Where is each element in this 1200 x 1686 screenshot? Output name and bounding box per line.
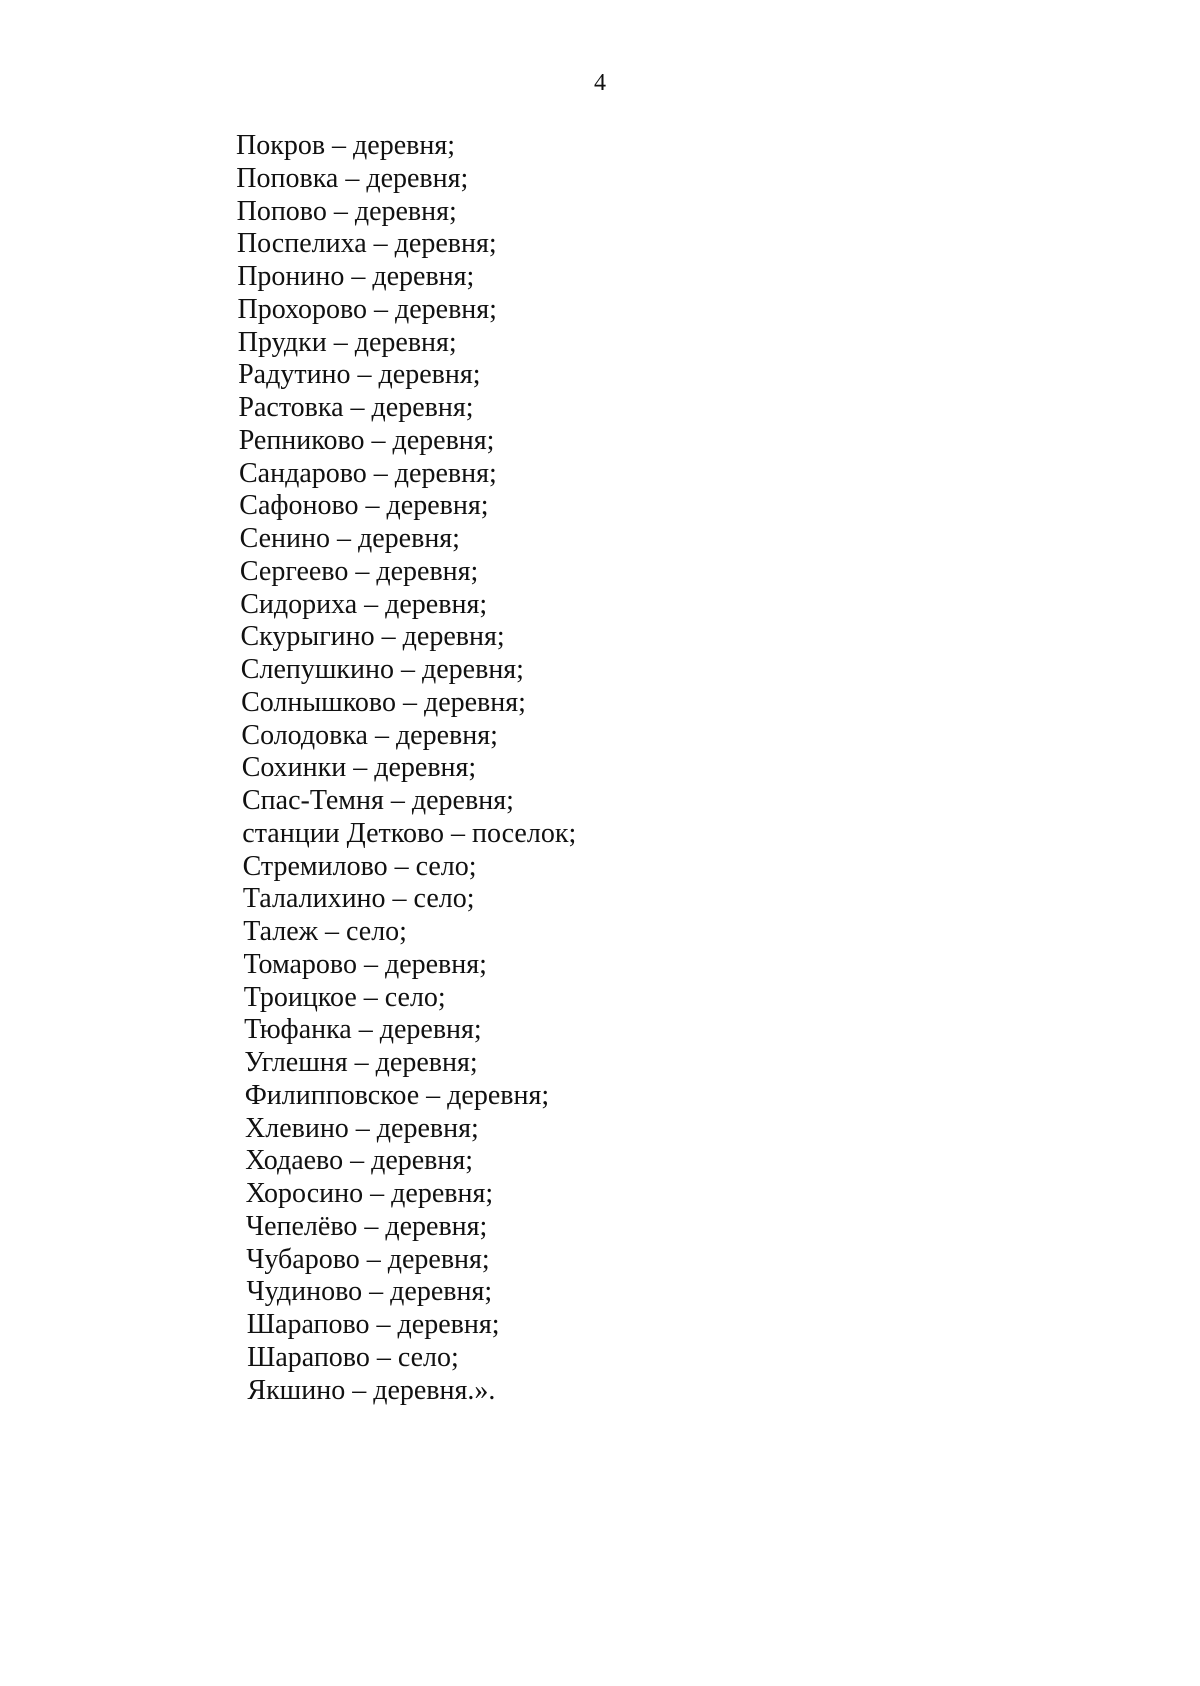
list-item: Репниково – деревня;	[238, 424, 495, 456]
list-item: Пронино – деревня;	[237, 261, 475, 292]
list-item: Попово – деревня;	[236, 195, 457, 227]
list-item: Углешня – деревня;	[244, 1047, 478, 1078]
list-item: станции Детково – поселок;	[242, 817, 577, 849]
list-item: Талалихино – село;	[242, 883, 475, 915]
list-item: Стремилово – село;	[242, 850, 477, 882]
list-item: Шарапово – село;	[247, 1341, 459, 1373]
list-item: Спас-Темня – деревня;	[242, 785, 514, 816]
list-item: Сафоново – деревня;	[239, 490, 489, 522]
page-number: 4	[594, 70, 606, 96]
list-item: Скурыгино – деревня;	[240, 621, 505, 653]
settlement-list	[236, 130, 576, 1407]
list-item: Чубарово – деревня;	[246, 1243, 490, 1275]
list-item: Поповка – деревня;	[236, 162, 469, 194]
list-item: Прохорово – деревня;	[237, 293, 497, 325]
list-item: Сенино – деревня;	[239, 523, 460, 554]
list-item: Якшино – деревня.».	[247, 1374, 496, 1406]
list-item: Тюфанка – деревня;	[244, 1014, 482, 1046]
list-item: Талеж – село;	[243, 916, 407, 947]
list-item: Поспелиха – деревня;	[236, 228, 497, 260]
list-item: Хлевино – деревня;	[245, 1112, 479, 1144]
list-item: Томарово – деревня;	[243, 948, 487, 980]
list-item: Солодовка – деревня;	[241, 719, 498, 751]
list-item: Чепелёво – деревня;	[245, 1210, 488, 1242]
list-item: Шарапово – деревня;	[246, 1309, 500, 1340]
list-item: Сергеево – деревня;	[239, 555, 479, 587]
list-item: Растовка – деревня;	[238, 392, 474, 423]
list-item: Радутино – деревня;	[238, 359, 481, 391]
list-item: Троицкое – село;	[243, 981, 446, 1013]
list-item: Покров – деревня;	[236, 130, 456, 161]
list-item: Ходаево – деревня;	[245, 1145, 474, 1177]
list-item: Чудиново – деревня;	[246, 1276, 493, 1308]
list-item: Сохинки – деревня;	[241, 752, 477, 784]
list-item: Сандарово – деревня;	[239, 457, 497, 489]
list-item: Прудки – деревня;	[237, 326, 457, 358]
list-item: Хоросино – деревня;	[245, 1178, 494, 1209]
list-item: Филипповское – деревня;	[244, 1079, 550, 1111]
list-item: Слепушкино – деревня;	[240, 654, 524, 685]
list-item: Сидориха – деревня;	[240, 588, 488, 620]
list-item: Солнышково – деревня;	[241, 686, 526, 718]
